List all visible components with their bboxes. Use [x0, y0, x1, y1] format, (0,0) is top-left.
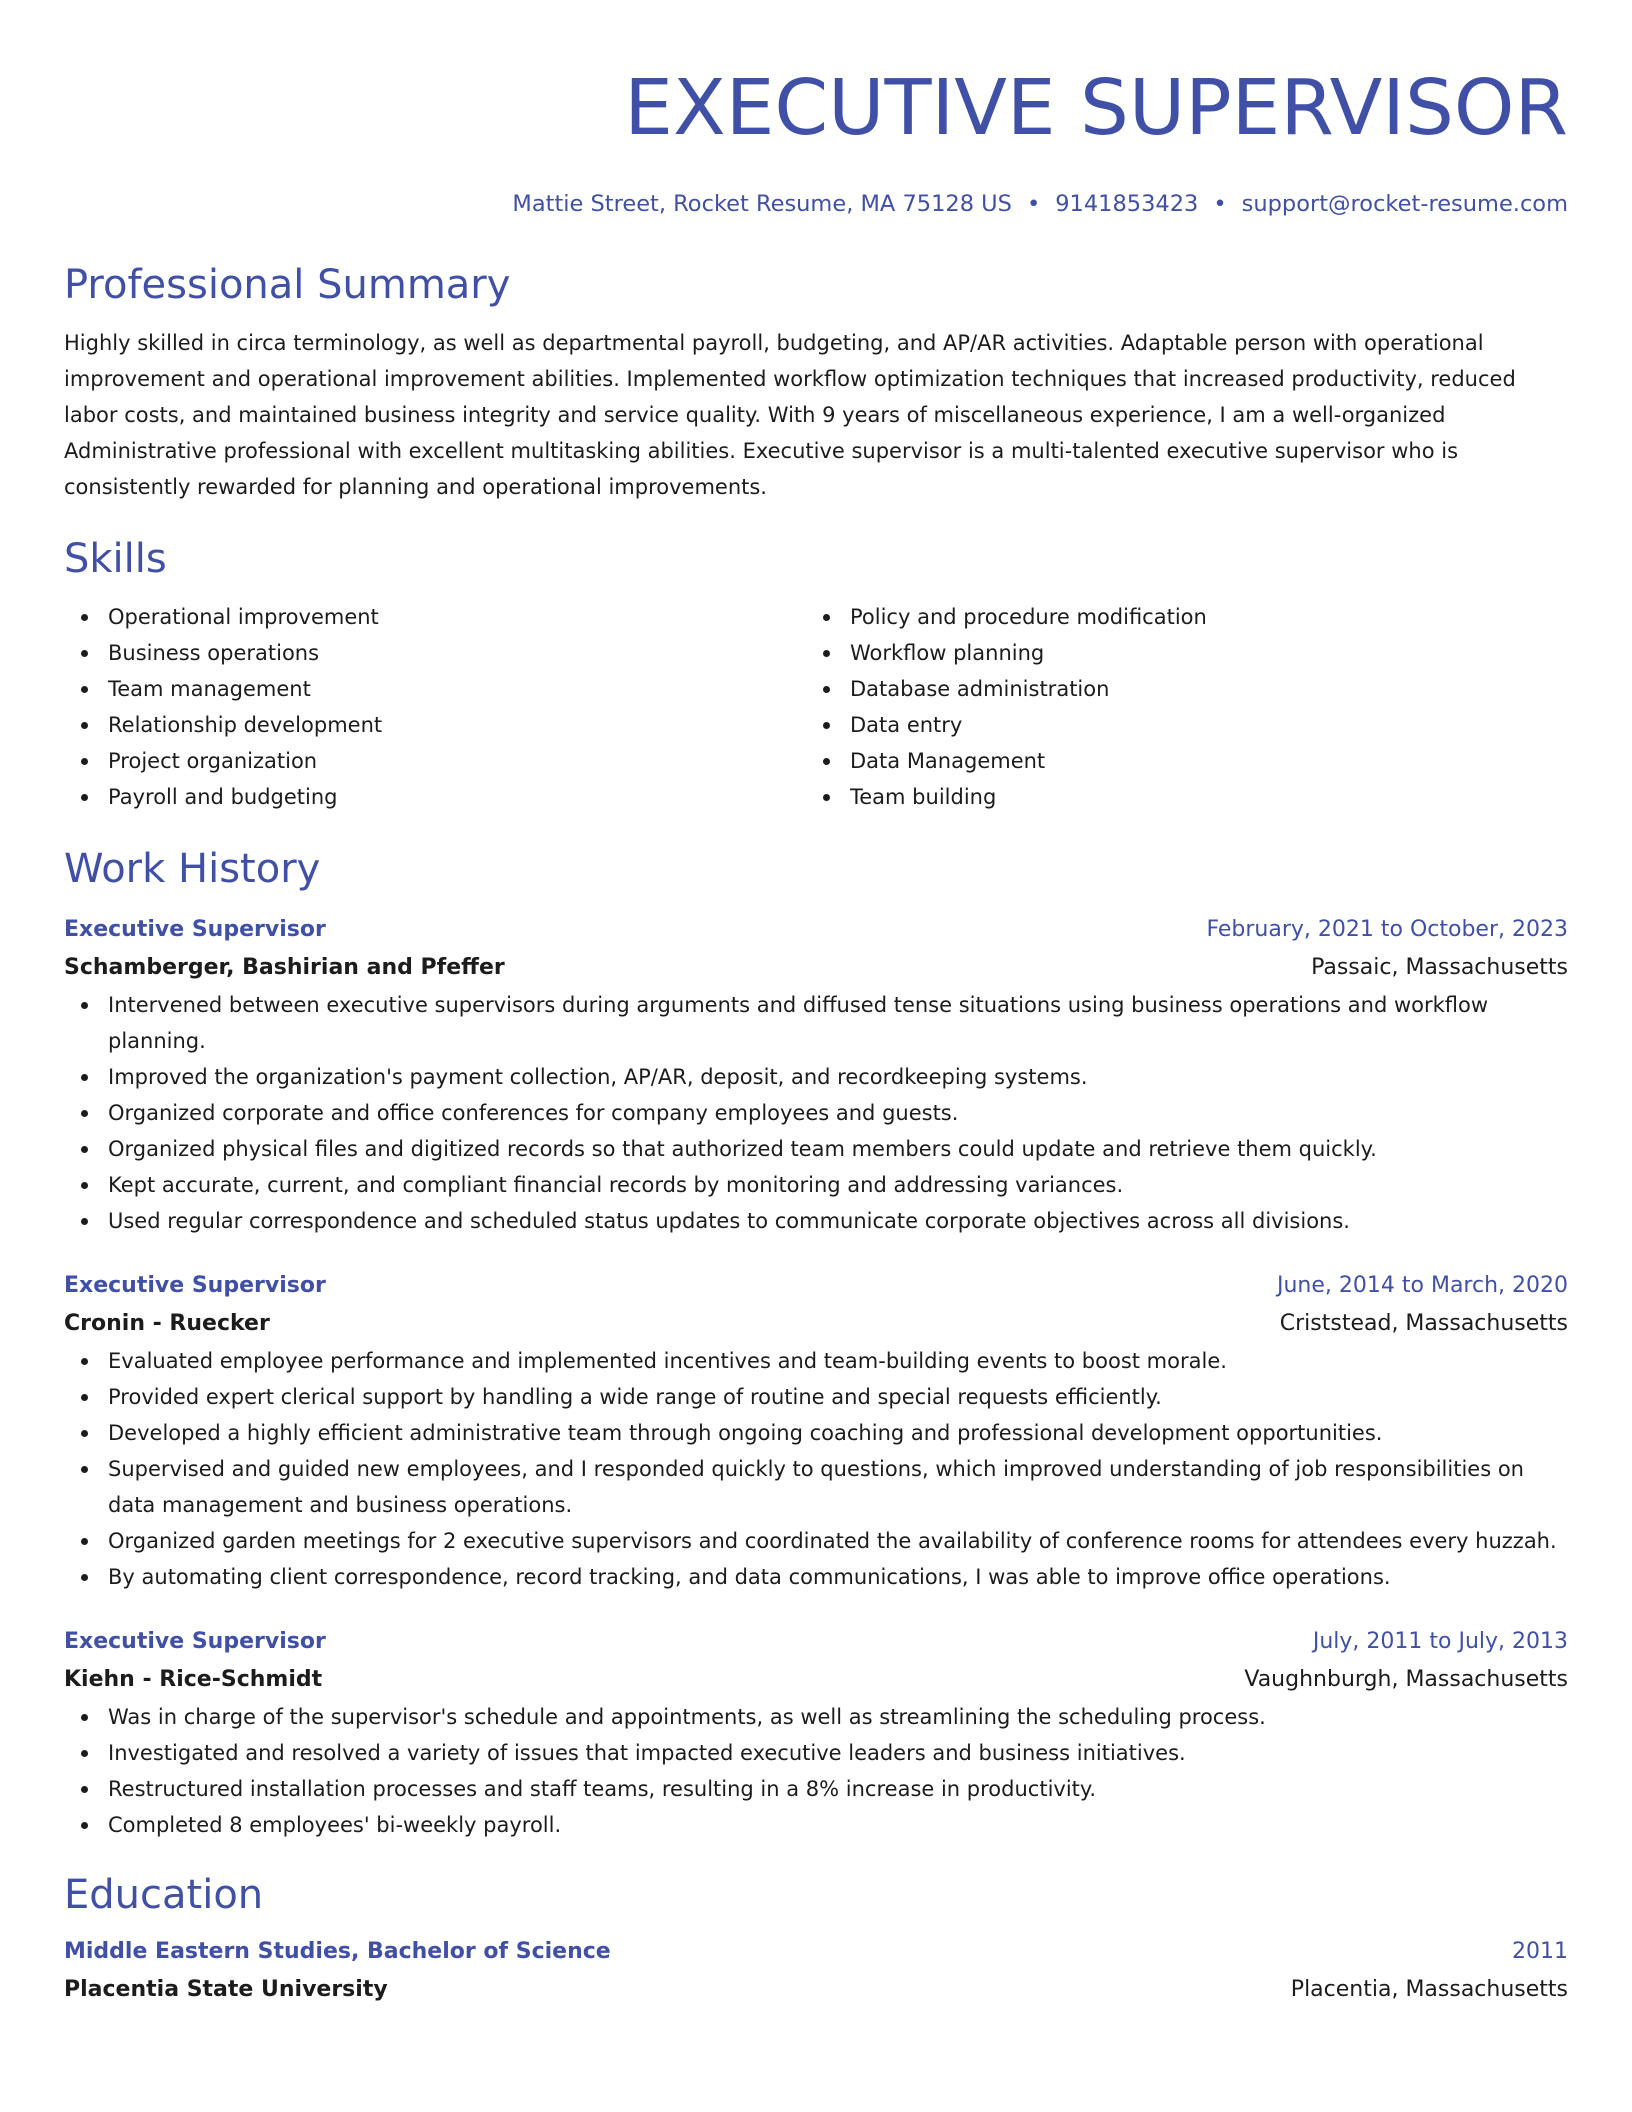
job-bullet: Was in charge of the supervisor's schedule and appointments, as well as streamlining the scheduling process.: [64, 1699, 1568, 1735]
job-company-row: [64, 1305, 1568, 1343]
job-bullet: Organized physical files and digitized records so that authorized team members could update and retrieve them quickly.: [64, 1131, 1568, 1167]
education-entry: [64, 1933, 1568, 2009]
skill-item: Database administration: [806, 671, 1548, 707]
job-bullet: Organized garden meetings for 2 executive supervisors and coordinated the availability of conference rooms for attendees every huzzah.: [64, 1523, 1568, 1559]
job-bullet: Investigated and resolved a variety of issues that impacted executive leaders and business initiatives.: [64, 1735, 1568, 1771]
job-location: Passaic, Massachusetts: [1311, 955, 1568, 980]
skill-item: Team management: [64, 671, 806, 707]
contact-email[interactable]: support@rocket-resume.com: [1241, 191, 1568, 217]
summary-heading: Professional Summary: [64, 262, 511, 308]
skill-item: Project organization: [64, 743, 806, 779]
job-bullet: Completed 8 employees' bi-weekly payroll.: [64, 1807, 1568, 1843]
candidate-name: EXECUTIVE SUPERVISOR: [624, 64, 1568, 153]
skills-list: [64, 599, 1568, 815]
job-role: Executive Supervisor: [64, 1273, 326, 1298]
job-entry: [64, 1623, 1568, 1843]
job-bullet: Kept accurate, current, and compliant financial records by monitoring and addressing variances.: [64, 1167, 1568, 1203]
skills-column-right: [806, 599, 1548, 815]
contact-address: Mattie Street, Rocket Resume, MA 75128 US: [512, 191, 1012, 217]
education-heading: Education: [64, 1872, 264, 1918]
job-bullet: Intervened between executive supervisors during arguments and diffused tense situations using business operations and workflow planning.: [64, 987, 1568, 1059]
job-role: Executive Supervisor: [64, 1629, 326, 1654]
skill-item: Payroll and budgeting: [64, 779, 806, 815]
contact-separator: •: [1213, 191, 1227, 217]
job-bullet: By automating client correspondence, record tracking, and data communications, I was able to improve office operations.: [64, 1559, 1568, 1595]
job-role: Executive Supervisor: [64, 917, 326, 942]
skill-item: Operational improvement: [64, 599, 806, 635]
skill-item: Data entry: [806, 707, 1548, 743]
job-bullets: [64, 1343, 1568, 1595]
job-dates: July, 2011 to July, 2013: [1312, 1629, 1568, 1654]
job-bullet: Provided expert clerical support by handling a wide range of routine and special requests efficiently.: [64, 1379, 1568, 1415]
job-bullet: Evaluated employee performance and implemented incentives and team-building events to boost morale.: [64, 1343, 1568, 1379]
job-bullets: [64, 987, 1568, 1239]
job-location: Criststead, Massachusetts: [1279, 1311, 1568, 1336]
skill-item: Policy and procedure modification: [806, 599, 1548, 635]
job-bullets: [64, 1699, 1568, 1843]
job-title-row: [64, 1623, 1568, 1661]
job-bullet: Restructured installation processes and staff teams, resulting in a 8% increase in productivity.: [64, 1771, 1568, 1807]
resume-header: [64, 60, 1568, 221]
job-title-row: [64, 1267, 1568, 1305]
job-entry: [64, 1267, 1568, 1595]
skill-item: Business operations: [64, 635, 806, 671]
education-degree: Middle Eastern Studies, Bachelor of Science: [64, 1939, 611, 1964]
job-bullet: Organized corporate and office conferences for company employees and guests.: [64, 1095, 1568, 1131]
job-title-row: [64, 911, 1568, 949]
skill-item: Data Management: [806, 743, 1548, 779]
work-history-heading: Work History: [64, 846, 321, 892]
education-year: 2011: [1512, 1939, 1568, 1964]
job-bullet: Supervised and guided new employees, and I responded quickly to questions, which improved understanding of job responsibilities on data management and business operations.: [64, 1451, 1568, 1523]
job-bullet: Developed a highly efficient administrative team through ongoing coaching and professional development opportunities.: [64, 1415, 1568, 1451]
summary-text: Highly skilled in circa terminology, as well as departmental payroll, budgeting, and AP/AR activities. Adaptable person with operational improvement and operational improvement abilities. Implemented workflow optimization techniques that increased productivity, reduced labor costs, and maintained business integrity and service quality. With 9 years of miscellaneous experience, I am a well-organized Administrative professional with excellent multitasking abilities. Executive supervisor is a multi-talented executive supervisor who is consistently rewarded for planning and operational improvements.: [64, 331, 1516, 499]
education-school-row: [64, 1971, 1568, 2009]
job-company-row: [64, 1661, 1568, 1699]
contact-separator: •: [1026, 191, 1041, 217]
job-bullet: Improved the organization's payment collection, AP/AR, deposit, and recordkeeping systems.: [64, 1059, 1568, 1095]
job-dates: February, 2021 to October, 2023: [1206, 917, 1568, 942]
skills-heading: Skills: [64, 536, 167, 582]
job-bullet: Used regular correspondence and scheduled status updates to communicate corporate objectives across all divisions.: [64, 1203, 1568, 1239]
education-degree-row: [64, 1933, 1568, 1971]
skill-item: Workflow planning: [806, 635, 1548, 671]
skill-item: Team building: [806, 779, 1548, 815]
skill-item: Relationship development: [64, 707, 806, 743]
education-location: Placentia, Massachusetts: [1290, 1977, 1568, 2002]
education-school: Placentia State University: [64, 1977, 388, 2002]
job-company: Cronin - Ruecker: [64, 1311, 270, 1336]
skills-column-left: [64, 599, 806, 815]
contact-phone: 9141853423: [1055, 191, 1199, 217]
job-dates: June, 2014 to March, 2020: [1277, 1273, 1568, 1298]
job-location: Vaughnburgh, Massachusetts: [1244, 1667, 1568, 1692]
job-entry: [64, 911, 1568, 1239]
job-company: Schamberger, Bashirian and Pfeffer: [64, 955, 505, 980]
contact-line: [64, 187, 1568, 221]
job-company-row: [64, 949, 1568, 987]
job-company: Kiehn - Rice-Schmidt: [64, 1667, 323, 1692]
